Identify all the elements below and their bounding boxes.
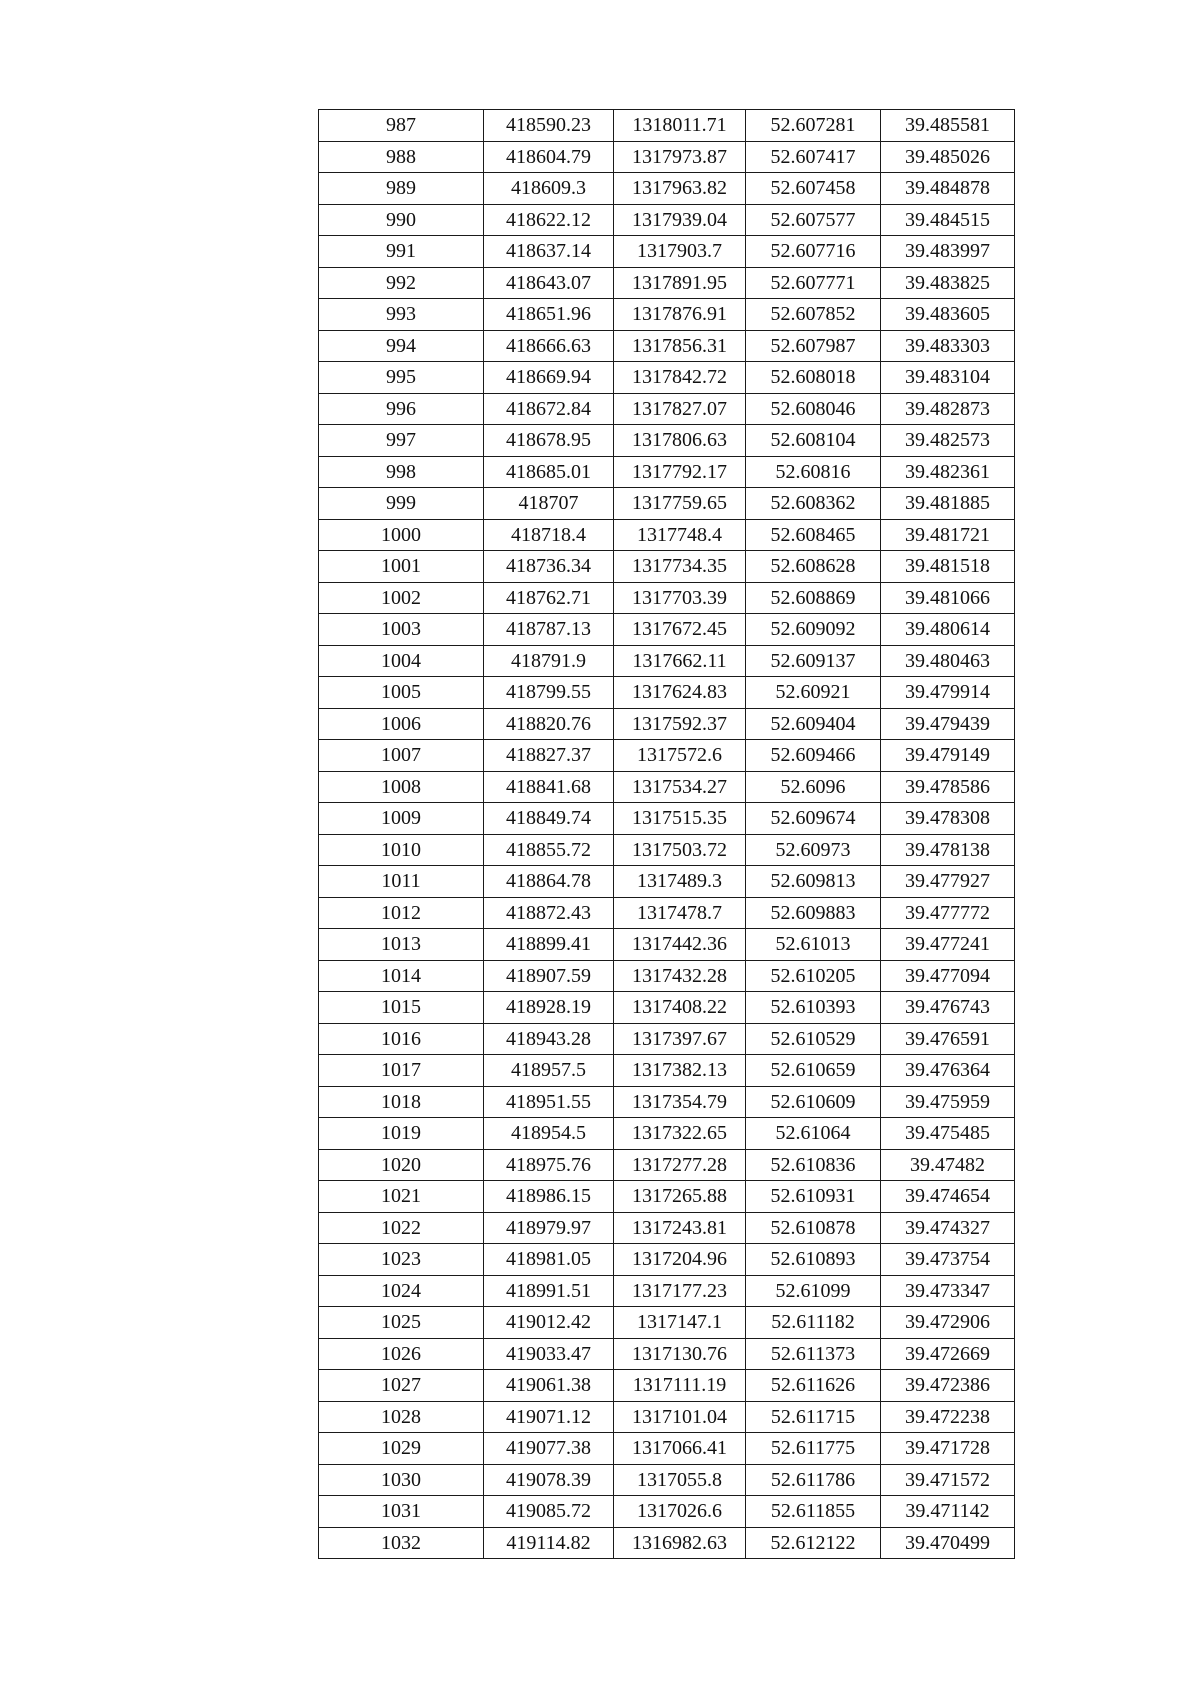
y-coordinate-cell: 1317891.95: [614, 267, 746, 299]
y-coordinate-cell: 1317382.13: [614, 1055, 746, 1087]
latitude-cell: 52.610529: [746, 1023, 881, 1055]
table-row: [319, 866, 1015, 898]
latitude-cell: 52.611775: [746, 1433, 881, 1465]
point-number-cell: 1032: [319, 1527, 484, 1559]
table-row: [319, 1086, 1015, 1118]
point-number-cell: 989: [319, 173, 484, 205]
x-coordinate-cell: 419012.42: [484, 1307, 614, 1339]
table-row: [319, 330, 1015, 362]
longitude-cell: 39.484878: [881, 173, 1015, 205]
table-row: [319, 1527, 1015, 1559]
x-coordinate-cell: 418672.84: [484, 393, 614, 425]
table-row: [319, 929, 1015, 961]
y-coordinate-cell: 1317515.35: [614, 803, 746, 835]
table-row: [319, 267, 1015, 299]
x-coordinate-cell: 418799.55: [484, 677, 614, 709]
point-number-cell: 1004: [319, 645, 484, 677]
longitude-cell: 39.484515: [881, 204, 1015, 236]
x-coordinate-cell: 418849.74: [484, 803, 614, 835]
latitude-cell: 52.612122: [746, 1527, 881, 1559]
table-row: [319, 1055, 1015, 1087]
x-coordinate-cell: 418991.51: [484, 1275, 614, 1307]
x-coordinate-cell: 419077.38: [484, 1433, 614, 1465]
x-coordinate-cell: 418762.71: [484, 582, 614, 614]
x-coordinate-cell: 418986.15: [484, 1181, 614, 1213]
latitude-cell: 52.609466: [746, 740, 881, 772]
y-coordinate-cell: 1317734.35: [614, 551, 746, 583]
y-coordinate-cell: 1317026.6: [614, 1496, 746, 1528]
x-coordinate-cell: 418637.14: [484, 236, 614, 268]
longitude-cell: 39.482361: [881, 456, 1015, 488]
table-row: [319, 362, 1015, 394]
y-coordinate-cell: 1317703.39: [614, 582, 746, 614]
x-coordinate-cell: 418841.68: [484, 771, 614, 803]
y-coordinate-cell: 1317243.81: [614, 1212, 746, 1244]
point-number-cell: 1001: [319, 551, 484, 583]
latitude-cell: 52.611626: [746, 1370, 881, 1402]
x-coordinate-cell: 418928.19: [484, 992, 614, 1024]
table-row: [319, 1118, 1015, 1150]
y-coordinate-cell: 1317572.6: [614, 740, 746, 772]
x-coordinate-cell: 418951.55: [484, 1086, 614, 1118]
longitude-cell: 39.481066: [881, 582, 1015, 614]
x-coordinate-cell: 418604.79: [484, 141, 614, 173]
point-number-cell: 1010: [319, 834, 484, 866]
table-row: [319, 299, 1015, 331]
point-number-cell: 1003: [319, 614, 484, 646]
longitude-cell: 39.472669: [881, 1338, 1015, 1370]
table-row: [319, 992, 1015, 1024]
longitude-cell: 39.482873: [881, 393, 1015, 425]
latitude-cell: 52.607458: [746, 173, 881, 205]
point-number-cell: 1027: [319, 1370, 484, 1402]
table-row: [319, 456, 1015, 488]
latitude-cell: 52.607771: [746, 267, 881, 299]
x-coordinate-cell: 419085.72: [484, 1496, 614, 1528]
x-coordinate-cell: 418957.5: [484, 1055, 614, 1087]
x-coordinate-cell: 418943.28: [484, 1023, 614, 1055]
table-row: [319, 551, 1015, 583]
latitude-cell: 52.611182: [746, 1307, 881, 1339]
longitude-cell: 39.478308: [881, 803, 1015, 835]
longitude-cell: 39.478586: [881, 771, 1015, 803]
point-number-cell: 1007: [319, 740, 484, 772]
table-row: [319, 173, 1015, 205]
x-coordinate-cell: 419061.38: [484, 1370, 614, 1402]
y-coordinate-cell: 1317111.19: [614, 1370, 746, 1402]
y-coordinate-cell: 1317759.65: [614, 488, 746, 520]
table-row: [319, 204, 1015, 236]
longitude-cell: 39.472906: [881, 1307, 1015, 1339]
longitude-cell: 39.481518: [881, 551, 1015, 583]
x-coordinate-cell: 418872.43: [484, 897, 614, 929]
y-coordinate-cell: 1317265.88: [614, 1181, 746, 1213]
y-coordinate-cell: 1317672.45: [614, 614, 746, 646]
x-coordinate-cell: 418787.13: [484, 614, 614, 646]
latitude-cell: 52.6096: [746, 771, 881, 803]
y-coordinate-cell: 1317806.63: [614, 425, 746, 457]
latitude-cell: 52.608104: [746, 425, 881, 457]
longitude-cell: 39.477241: [881, 929, 1015, 961]
latitude-cell: 52.608018: [746, 362, 881, 394]
x-coordinate-cell: 418820.76: [484, 708, 614, 740]
latitude-cell: 52.608362: [746, 488, 881, 520]
table-row: [319, 1244, 1015, 1276]
latitude-cell: 52.611373: [746, 1338, 881, 1370]
y-coordinate-cell: 1316982.63: [614, 1527, 746, 1559]
point-number-cell: 1014: [319, 960, 484, 992]
point-number-cell: 991: [319, 236, 484, 268]
latitude-cell: 52.607852: [746, 299, 881, 331]
table-row: [319, 708, 1015, 740]
x-coordinate-cell: 418954.5: [484, 1118, 614, 1150]
x-coordinate-cell: 418643.07: [484, 267, 614, 299]
y-coordinate-cell: 1317130.76: [614, 1338, 746, 1370]
y-coordinate-cell: 1317489.3: [614, 866, 746, 898]
latitude-cell: 52.610393: [746, 992, 881, 1024]
latitude-cell: 52.610878: [746, 1212, 881, 1244]
y-coordinate-cell: 1317592.37: [614, 708, 746, 740]
point-number-cell: 1016: [319, 1023, 484, 1055]
longitude-cell: 39.485581: [881, 110, 1015, 142]
point-number-cell: 998: [319, 456, 484, 488]
latitude-cell: 52.60973: [746, 834, 881, 866]
point-number-cell: 1009: [319, 803, 484, 835]
point-number-cell: 987: [319, 110, 484, 142]
table-row: [319, 897, 1015, 929]
x-coordinate-cell: 418678.95: [484, 425, 614, 457]
latitude-cell: 52.608046: [746, 393, 881, 425]
table-row: [319, 519, 1015, 551]
table-row: [319, 960, 1015, 992]
point-number-cell: 1018: [319, 1086, 484, 1118]
latitude-cell: 52.610893: [746, 1244, 881, 1276]
coordinates-table: [318, 109, 1015, 1559]
longitude-cell: 39.480463: [881, 645, 1015, 677]
longitude-cell: 39.478138: [881, 834, 1015, 866]
longitude-cell: 39.473347: [881, 1275, 1015, 1307]
y-coordinate-cell: 1318011.71: [614, 110, 746, 142]
y-coordinate-cell: 1317322.65: [614, 1118, 746, 1150]
point-number-cell: 1019: [319, 1118, 484, 1150]
point-number-cell: 1002: [319, 582, 484, 614]
point-number-cell: 993: [319, 299, 484, 331]
y-coordinate-cell: 1317177.23: [614, 1275, 746, 1307]
point-number-cell: 1028: [319, 1401, 484, 1433]
table-row: [319, 141, 1015, 173]
table-row: [319, 1275, 1015, 1307]
point-number-cell: 988: [319, 141, 484, 173]
y-coordinate-cell: 1317277.28: [614, 1149, 746, 1181]
longitude-cell: 39.47482: [881, 1149, 1015, 1181]
latitude-cell: 52.608628: [746, 551, 881, 583]
x-coordinate-cell: 418791.9: [484, 645, 614, 677]
point-number-cell: 1011: [319, 866, 484, 898]
latitude-cell: 52.609883: [746, 897, 881, 929]
y-coordinate-cell: 1317147.1: [614, 1307, 746, 1339]
latitude-cell: 52.60921: [746, 677, 881, 709]
x-coordinate-cell: 418907.59: [484, 960, 614, 992]
latitude-cell: 52.607417: [746, 141, 881, 173]
latitude-cell: 52.609092: [746, 614, 881, 646]
latitude-cell: 52.611786: [746, 1464, 881, 1496]
x-coordinate-cell: 418736.34: [484, 551, 614, 583]
longitude-cell: 39.476364: [881, 1055, 1015, 1087]
x-coordinate-cell: 419033.47: [484, 1338, 614, 1370]
table-row: [319, 645, 1015, 677]
y-coordinate-cell: 1317939.04: [614, 204, 746, 236]
table-row: [319, 582, 1015, 614]
y-coordinate-cell: 1317624.83: [614, 677, 746, 709]
y-coordinate-cell: 1317442.36: [614, 929, 746, 961]
x-coordinate-cell: 419078.39: [484, 1464, 614, 1496]
table-row: [319, 1401, 1015, 1433]
table-row: [319, 425, 1015, 457]
point-number-cell: 994: [319, 330, 484, 362]
point-number-cell: 1026: [319, 1338, 484, 1370]
y-coordinate-cell: 1317876.91: [614, 299, 746, 331]
longitude-cell: 39.474654: [881, 1181, 1015, 1213]
x-coordinate-cell: 419071.12: [484, 1401, 614, 1433]
latitude-cell: 52.607716: [746, 236, 881, 268]
latitude-cell: 52.608869: [746, 582, 881, 614]
point-number-cell: 1025: [319, 1307, 484, 1339]
longitude-cell: 39.483825: [881, 267, 1015, 299]
x-coordinate-cell: 418651.96: [484, 299, 614, 331]
point-number-cell: 1000: [319, 519, 484, 551]
y-coordinate-cell: 1317478.7: [614, 897, 746, 929]
longitude-cell: 39.470499: [881, 1527, 1015, 1559]
point-number-cell: 1021: [319, 1181, 484, 1213]
x-coordinate-cell: 418666.63: [484, 330, 614, 362]
longitude-cell: 39.476743: [881, 992, 1015, 1024]
point-number-cell: 1013: [319, 929, 484, 961]
latitude-cell: 52.61013: [746, 929, 881, 961]
y-coordinate-cell: 1317066.41: [614, 1433, 746, 1465]
table-row: [319, 1370, 1015, 1402]
table-row: [319, 1181, 1015, 1213]
table-row: [319, 1338, 1015, 1370]
table-row: [319, 236, 1015, 268]
table-row: [319, 488, 1015, 520]
point-number-cell: 992: [319, 267, 484, 299]
table-row: [319, 1149, 1015, 1181]
point-number-cell: 1022: [319, 1212, 484, 1244]
y-coordinate-cell: 1317354.79: [614, 1086, 746, 1118]
longitude-cell: 39.471142: [881, 1496, 1015, 1528]
latitude-cell: 52.608465: [746, 519, 881, 551]
table-row: [319, 677, 1015, 709]
table-row: [319, 1023, 1015, 1055]
x-coordinate-cell: 418855.72: [484, 834, 614, 866]
table-row: [319, 803, 1015, 835]
y-coordinate-cell: 1317534.27: [614, 771, 746, 803]
longitude-cell: 39.483104: [881, 362, 1015, 394]
x-coordinate-cell: 418981.05: [484, 1244, 614, 1276]
x-coordinate-cell: 418622.12: [484, 204, 614, 236]
latitude-cell: 52.610659: [746, 1055, 881, 1087]
longitude-cell: 39.482573: [881, 425, 1015, 457]
table-row: [319, 1464, 1015, 1496]
y-coordinate-cell: 1317503.72: [614, 834, 746, 866]
x-coordinate-cell: 418669.94: [484, 362, 614, 394]
point-number-cell: 997: [319, 425, 484, 457]
point-number-cell: 1017: [319, 1055, 484, 1087]
x-coordinate-cell: 418590.23: [484, 110, 614, 142]
table-row: [319, 1496, 1015, 1528]
latitude-cell: 52.610609: [746, 1086, 881, 1118]
point-number-cell: 1012: [319, 897, 484, 929]
longitude-cell: 39.477927: [881, 866, 1015, 898]
latitude-cell: 52.609404: [746, 708, 881, 740]
x-coordinate-cell: 418864.78: [484, 866, 614, 898]
latitude-cell: 52.609674: [746, 803, 881, 835]
longitude-cell: 39.481721: [881, 519, 1015, 551]
latitude-cell: 52.607281: [746, 110, 881, 142]
point-number-cell: 990: [319, 204, 484, 236]
y-coordinate-cell: 1317432.28: [614, 960, 746, 992]
table-row: [319, 393, 1015, 425]
longitude-cell: 39.475959: [881, 1086, 1015, 1118]
table-row: [319, 834, 1015, 866]
longitude-cell: 39.479914: [881, 677, 1015, 709]
latitude-cell: 52.607987: [746, 330, 881, 362]
point-number-cell: 1029: [319, 1433, 484, 1465]
x-coordinate-cell: 418899.41: [484, 929, 614, 961]
y-coordinate-cell: 1317397.67: [614, 1023, 746, 1055]
latitude-cell: 52.610205: [746, 960, 881, 992]
y-coordinate-cell: 1317662.11: [614, 645, 746, 677]
longitude-cell: 39.475485: [881, 1118, 1015, 1150]
point-number-cell: 1020: [319, 1149, 484, 1181]
longitude-cell: 39.472386: [881, 1370, 1015, 1402]
y-coordinate-cell: 1317973.87: [614, 141, 746, 173]
y-coordinate-cell: 1317842.72: [614, 362, 746, 394]
latitude-cell: 52.61064: [746, 1118, 881, 1150]
x-coordinate-cell: 418718.4: [484, 519, 614, 551]
longitude-cell: 39.476591: [881, 1023, 1015, 1055]
latitude-cell: 52.610836: [746, 1149, 881, 1181]
point-number-cell: 995: [319, 362, 484, 394]
x-coordinate-cell: 418685.01: [484, 456, 614, 488]
longitude-cell: 39.477094: [881, 960, 1015, 992]
point-number-cell: 1006: [319, 708, 484, 740]
point-number-cell: 1024: [319, 1275, 484, 1307]
latitude-cell: 52.60816: [746, 456, 881, 488]
longitude-cell: 39.473754: [881, 1244, 1015, 1276]
y-coordinate-cell: 1317101.04: [614, 1401, 746, 1433]
latitude-cell: 52.609137: [746, 645, 881, 677]
longitude-cell: 39.471572: [881, 1464, 1015, 1496]
table-row: [319, 110, 1015, 142]
table-row: [319, 614, 1015, 646]
y-coordinate-cell: 1317748.4: [614, 519, 746, 551]
x-coordinate-cell: 418979.97: [484, 1212, 614, 1244]
y-coordinate-cell: 1317856.31: [614, 330, 746, 362]
table-row: [319, 740, 1015, 772]
longitude-cell: 39.479439: [881, 708, 1015, 740]
longitude-cell: 39.485026: [881, 141, 1015, 173]
x-coordinate-cell: 418975.76: [484, 1149, 614, 1181]
table-row: [319, 1212, 1015, 1244]
point-number-cell: 1015: [319, 992, 484, 1024]
point-number-cell: 1023: [319, 1244, 484, 1276]
y-coordinate-cell: 1317055.8: [614, 1464, 746, 1496]
latitude-cell: 52.611715: [746, 1401, 881, 1433]
latitude-cell: 52.607577: [746, 204, 881, 236]
x-coordinate-cell: 419114.82: [484, 1527, 614, 1559]
y-coordinate-cell: 1317963.82: [614, 173, 746, 205]
longitude-cell: 39.483303: [881, 330, 1015, 362]
y-coordinate-cell: 1317903.7: [614, 236, 746, 268]
latitude-cell: 52.609813: [746, 866, 881, 898]
point-number-cell: 1030: [319, 1464, 484, 1496]
point-number-cell: 1005: [319, 677, 484, 709]
y-coordinate-cell: 1317204.96: [614, 1244, 746, 1276]
x-coordinate-cell: 418827.37: [484, 740, 614, 772]
point-number-cell: 999: [319, 488, 484, 520]
point-number-cell: 1031: [319, 1496, 484, 1528]
longitude-cell: 39.483997: [881, 236, 1015, 268]
longitude-cell: 39.471728: [881, 1433, 1015, 1465]
table-row: [319, 1433, 1015, 1465]
longitude-cell: 39.472238: [881, 1401, 1015, 1433]
latitude-cell: 52.61099: [746, 1275, 881, 1307]
longitude-cell: 39.474327: [881, 1212, 1015, 1244]
longitude-cell: 39.483605: [881, 299, 1015, 331]
x-coordinate-cell: 418707: [484, 488, 614, 520]
latitude-cell: 52.610931: [746, 1181, 881, 1213]
y-coordinate-cell: 1317827.07: [614, 393, 746, 425]
point-number-cell: 1008: [319, 771, 484, 803]
coordinates-table-body: [319, 110, 1015, 1559]
table-row: [319, 771, 1015, 803]
y-coordinate-cell: 1317408.22: [614, 992, 746, 1024]
longitude-cell: 39.477772: [881, 897, 1015, 929]
longitude-cell: 39.480614: [881, 614, 1015, 646]
latitude-cell: 52.611855: [746, 1496, 881, 1528]
point-number-cell: 996: [319, 393, 484, 425]
longitude-cell: 39.481885: [881, 488, 1015, 520]
x-coordinate-cell: 418609.3: [484, 173, 614, 205]
longitude-cell: 39.479149: [881, 740, 1015, 772]
table-row: [319, 1307, 1015, 1339]
y-coordinate-cell: 1317792.17: [614, 456, 746, 488]
